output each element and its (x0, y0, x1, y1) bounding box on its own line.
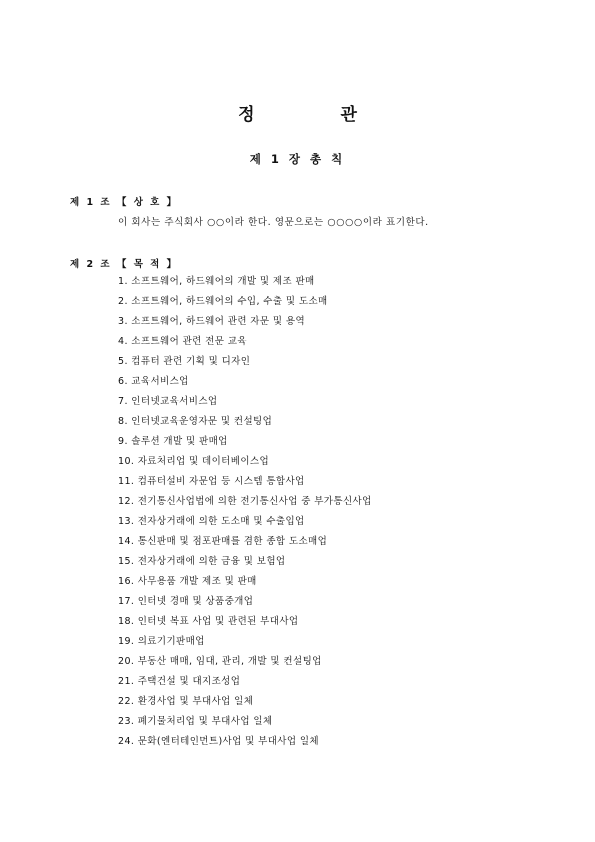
list-item: 6. 교육서비스업 (118, 376, 189, 387)
list-item: 20. 부동산 매매, 임대, 관리, 개발 및 컨설팅업 (118, 656, 322, 667)
list-item: 22. 환경사업 및 부대사업 일체 (118, 696, 254, 707)
list-item: 19. 의료기기판매업 (118, 636, 205, 647)
list-item: 5. 컴퓨터 관련 기획 및 디자인 (118, 356, 251, 367)
document-title: 정 관 (238, 105, 397, 125)
article-2-heading: 제 2 조 【 목 적 】 (70, 259, 179, 270)
list-item: 24. 문화(엔터테인먼트)사업 및 부대사업 일체 (118, 736, 320, 747)
list-item: 7. 인터넷교육서비스업 (118, 396, 218, 407)
list-item: 21. 주택건설 및 대지조성업 (118, 676, 241, 687)
list-item: 3. 소프트웨어, 하드웨어 관련 자문 및 용역 (118, 316, 306, 327)
list-item: 15. 전자상거래에 의한 금융 및 보험업 (118, 556, 286, 567)
list-item: 23. 폐기물처리업 및 부대사업 일체 (118, 716, 273, 727)
list-item: 1. 소프트웨어, 하드웨어의 개발 및 제조 판매 (118, 276, 315, 287)
list-item: 2. 소프트웨어, 하드웨어의 수입, 수출 및 도소매 (118, 296, 328, 307)
list-item: 13. 전자상거래에 의한 도소매 및 수출입업 (118, 516, 305, 527)
article-1-heading: 제 1 조 【 상 호 】 (70, 197, 179, 208)
list-item: 18. 인터넷 복표 사업 및 관련된 부대사업 (118, 616, 299, 627)
purpose-list (118, 276, 372, 756)
list-item: 17. 인터넷 경매 및 상품중개업 (118, 596, 254, 607)
list-item: 14. 통신판매 및 점포판매를 겸한 종합 도소매업 (118, 536, 328, 547)
chapter-title: 제 1 장 총 칙 (249, 152, 346, 166)
list-item: 4. 소프트웨어 관련 전문 교육 (118, 336, 247, 347)
list-item: 10. 자료처리업 및 데이터베이스업 (118, 456, 270, 467)
article-1-body: 이 회사는 주식회사 ○○이라 한다. 영문으로는 ○○○○이라 표기한다. (118, 217, 429, 228)
list-item: 12. 전기통신사업법에 의한 전기통신사업 중 부가통신사업 (118, 496, 372, 507)
list-item: 16. 사무용품 개발 제조 및 판매 (118, 576, 257, 587)
list-item: 9. 솔루션 개발 및 판매업 (118, 436, 228, 447)
list-item: 8. 인터넷교육운영자문 및 컨설팅업 (118, 416, 273, 427)
list-item: 11. 컴퓨터설비 자문업 등 시스템 통합사업 (118, 476, 305, 487)
